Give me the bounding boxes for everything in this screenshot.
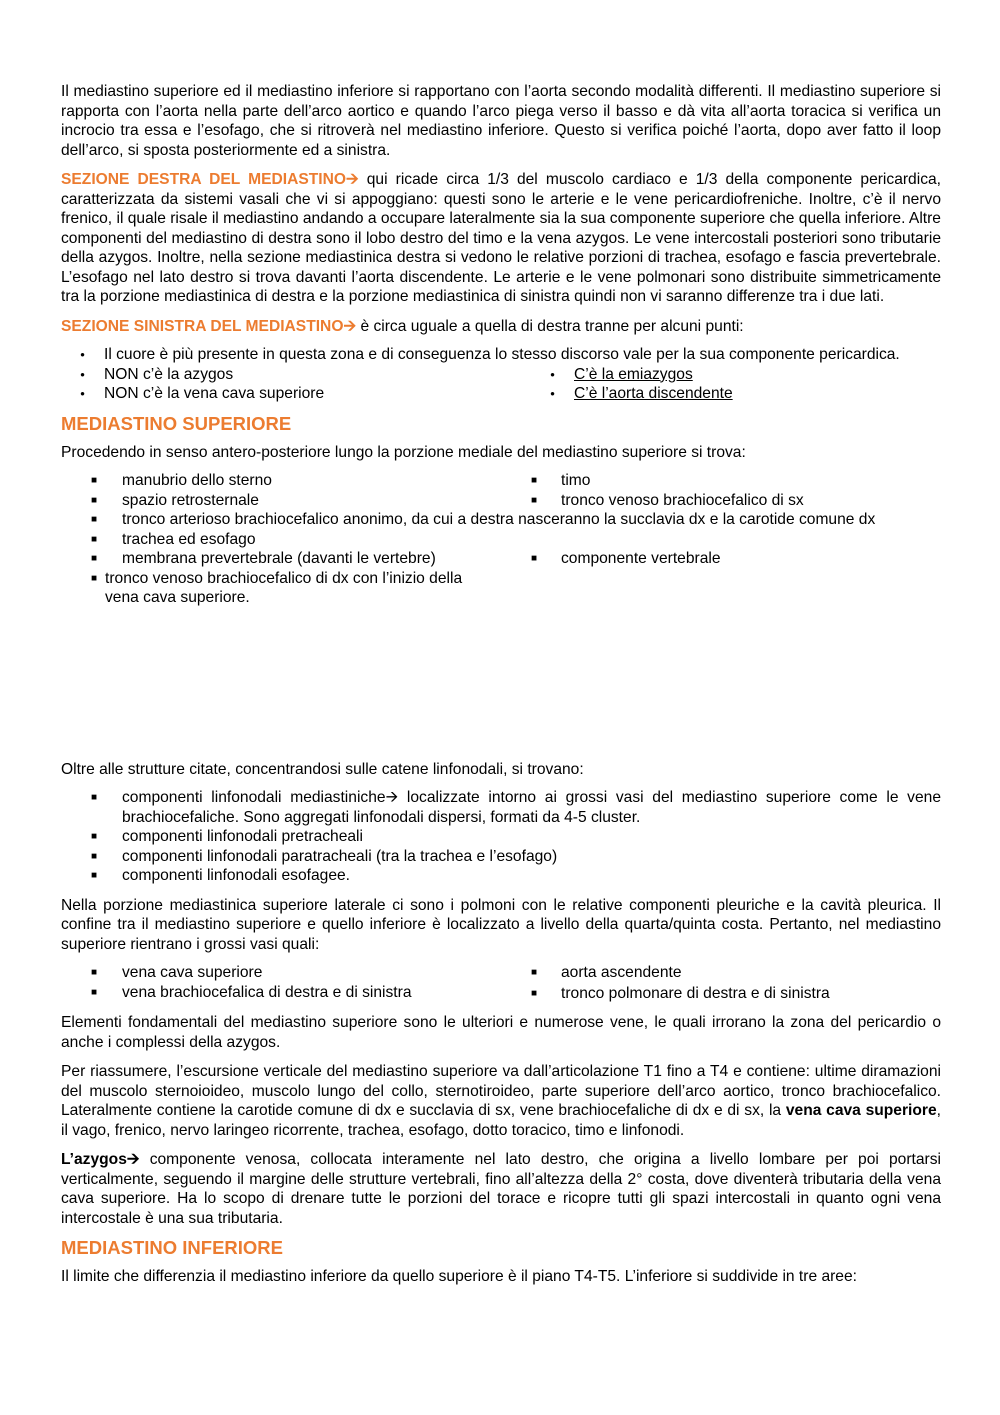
linf-list — [61, 788, 941, 886]
list-row — [61, 963, 941, 983]
list-item: spazio retrosternale — [122, 491, 259, 509]
linf-intro: Oltre alle strutture citate, concentrandosi sulle catene linfonodali, si trovano: — [61, 760, 584, 778]
document-page — [61, 82, 941, 1287]
square-bullet-icon: ■ — [91, 553, 98, 564]
list-item: NON c’è la azygos — [104, 365, 234, 383]
square-bullet-icon: ■ — [91, 792, 98, 803]
lateral-paragraph: Nella porzione mediastinica superiore laterale ci sono i polmoni con le relative componenti pleuriche e la cavità pleurica. Il confine tra il mediastino superiore e quello inferiore è localizzato a livello della quarta/quinta costa. Pertanto, nel mediastino superiore rientrano i grossi vasi quali: — [61, 896, 941, 953]
section-heading: MEDIASTINO INFERIORE — [61, 1237, 284, 1258]
list-item: ■ componenti linfonodali mediastiniche🡪 localizzate intorno ai grossi vasi del mediastino superiore come le vene brachiocefaliche. Sono aggregati linfonodali dispersi, formati da 4-5 cluster. — [61, 788, 941, 827]
list-item: tronco polmonare di destra e di sinistra — [561, 984, 830, 1002]
sinistra-list — [61, 345, 941, 404]
sup-list — [61, 471, 941, 608]
square-bullet-icon: ■ — [91, 475, 98, 486]
destra-text: qui ricade circa 1/3 del muscolo cardiaco e 1/3 della componente pericardica, caratterizzata da sistemi vasali che vi si appoggiano: questi sono le arterie e le vene pericardiofreniche. Inoltre, c’è il nervo frenico, il quale risale il mediastino andando a occupare lateralmente sia la sua componente superiore che quella inferiore. Altre componenti del mediastino di destra sono il lobo destro del timo e la vena azygos. Le vene intercostali posteriori sono tributarie della azygos. Inoltre, nella sezione mediastinica destra si vedono le relative porzioni di trachea, esofago e fascia prevertebrale. L’esofago nel lato destro si trova davanti l’aorta discendente. Le arterie e le vene polmonari sono distribuite simmetricamente tra la porzione mediastinica di destra e la porzione mediastinica di sinistra quindi non vi saranno differenze tra i due lati. — [61, 171, 942, 305]
list-row — [61, 384, 941, 404]
square-bullet-icon: ■ — [91, 514, 98, 525]
list-item: ■ tronco venoso brachiocefalico di dx con l’inizio della vena cava superiore. — [61, 569, 941, 608]
azygos-paragraph: L’azygos🡪 componente venosa, collocata interamente nel lato destro, che origina a livello lombare per poi portarsi verticalmente, seguendo il margine delle strutture vertebrali, fino all’altezza della 2° costa, dove diventerà tributaria della vena cava superiore. Ha lo scopo di drenare tutte le porzioni del torace e ricopre tutti gli spazi intercostali in quanto ogni vena intercostale è una sua tributaria. — [61, 1151, 941, 1227]
list-item: C’è l’aorta discendente — [574, 385, 733, 402]
sinistra-text: è circa uguale a quella di destra tranne per alcuni punti: — [356, 317, 744, 335]
square-bullet-icon: ■ — [531, 987, 538, 999]
list-item: ■ componenti linfonodali paratracheali (tra la trachea e l’esofago) — [61, 847, 941, 867]
list-row — [61, 549, 941, 569]
list-item: ■ componenti linfonodali esofagee. — [61, 866, 941, 886]
list-item: ■ trachea ed esofago — [61, 530, 941, 550]
list-item: vena brachiocefalica di destra e di sinistra — [122, 983, 412, 1001]
riassunto-paragraph: Per riassumere, l’escursione verticale del mediastino superiore va dall’articolazione T1 fino a T4 e contiene: ultime diramazioni del muscolo sternoioideo, muscolo lungo del collo, sternotiroideo, parte superiore dell’arco aortico, tronco brachiocefalico. Lateralmente contiene la carotide comune di dx e succlavia di sx, vene brachiocefaliche di dx e di sx, la vena cava superiore, il vago, frenico, nervo laringeo ricorrente, trachea, esofago, dotto toracico, timo e linfonodi. — [61, 1063, 941, 1139]
list-item: vena cava superiore — [122, 964, 263, 981]
destra-paragraph — [61, 170, 941, 307]
list-item: ■ componenti linfonodali pretracheali — [61, 827, 941, 847]
list-row — [61, 471, 941, 491]
arrow-icon: 🡪 — [385, 789, 399, 806]
square-bullet-icon: ■ — [91, 850, 98, 862]
bullet-icon: • — [550, 366, 555, 382]
square-bullet-icon: ■ — [91, 494, 98, 506]
list-item: membrana prevertebrale (davanti le vertebre) — [122, 550, 436, 567]
bullet-icon: • — [550, 386, 555, 401]
list-item: aorta ascendente — [561, 964, 682, 981]
blank-space — [61, 608, 941, 760]
destra-title: SEZIONE DESTRA DEL MEDIASTINO — [61, 171, 347, 188]
sinistra-paragraph — [61, 317, 941, 337]
square-bullet-icon: ■ — [91, 870, 98, 881]
list-row — [61, 491, 941, 511]
bullet-icon: • — [80, 366, 85, 382]
sup-intro: Procedendo in senso antero-posteriore lungo la porzione mediale del mediastino superiore si trova: — [61, 443, 746, 461]
list-row — [61, 983, 941, 1004]
list-item: NON c’è la vena cava superiore — [104, 385, 325, 402]
square-bullet-icon: ■ — [91, 831, 98, 842]
square-bullet-icon: ■ — [91, 967, 98, 978]
list-item: timo — [561, 472, 591, 489]
arrow-icon: 🡪 — [343, 317, 357, 335]
list-item: tronco venoso brachiocefalico di sx — [561, 491, 804, 509]
elementi-paragraph: Elementi fondamentali del mediastino superiore sono le ulteriori e numerose vene, le quali irrorano la zona del pericardio o anche i complessi della azygos. — [61, 1014, 941, 1051]
intro-paragraph: Il mediastino superiore ed il mediastino inferiore si rapportano con l’aorta secondo modalità differenti. Il mediastino superiore si rapporta con l’aorta nella parte dell’arco aortico e quando l’arco piega verso il basso e dà vita all’aorta toracica si verifica un incrocio tra essa e l’esofago, che si ritroverà nel mediastino inferiore. Questo si verifica poiché l’aorta, dopo aver fatto il loop dell’arco, si sposta posteriormente ed a sinistra. — [61, 83, 941, 159]
arrow-icon: 🡪 — [346, 171, 359, 188]
arrow-icon: 🡪 — [126, 1151, 140, 1168]
inf-paragraph: Il limite che differenzia il mediastino inferiore da quello superiore è il piano T4-T5. L’inferiore si suddivide in tre aree: — [61, 1268, 857, 1285]
square-bullet-icon: ■ — [531, 967, 538, 978]
vasi-list — [61, 963, 941, 1003]
list-item: • Il cuore è più presente in questa zona e di conseguenza lo stesso discorso vale per la sua componente pericardica. — [61, 345, 941, 365]
list-row — [61, 365, 941, 385]
square-bullet-icon: ■ — [531, 475, 538, 486]
section-heading: MEDIASTINO SUPERIORE — [61, 412, 292, 434]
square-bullet-icon: ■ — [91, 533, 98, 545]
list-item: manubrio dello sterno — [122, 472, 272, 489]
bullet-icon: • — [80, 347, 85, 362]
square-bullet-icon: ■ — [531, 553, 538, 564]
list-item: componente vertebrale — [561, 550, 721, 567]
square-bullet-icon: ■ — [91, 572, 98, 584]
square-bullet-icon: ■ — [531, 494, 538, 506]
list-item: C’è la emiazygos — [574, 365, 693, 383]
square-bullet-icon: ■ — [91, 986, 98, 998]
bullet-icon: • — [80, 386, 85, 401]
sinistra-title: SEZIONE SINISTRA DEL MEDIASTINO — [61, 317, 344, 335]
list-item: ■ tronco arterioso brachiocefalico anonimo, da cui a destra nasceranno la succlavia dx e la carotide comune dx — [61, 510, 941, 530]
